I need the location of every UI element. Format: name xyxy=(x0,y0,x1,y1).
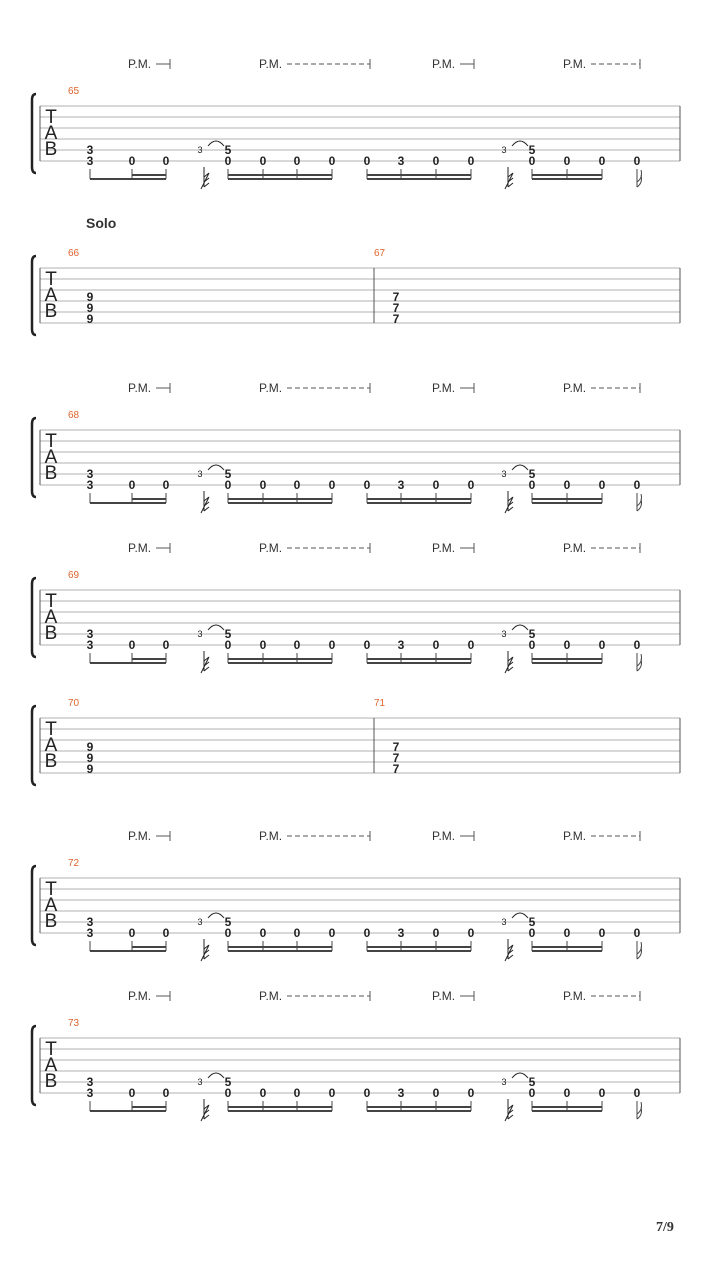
note-flag xyxy=(637,1102,642,1119)
tab-clef-letter: A xyxy=(44,1055,58,1076)
tab-clef-letter: B xyxy=(44,1071,58,1092)
grace-flag xyxy=(505,497,513,513)
tab-clef-letter: T xyxy=(45,269,57,290)
palm-mute-label: P.M. xyxy=(432,57,456,71)
tab-clef-letter: A xyxy=(44,895,58,916)
tab-clef-letter: B xyxy=(44,623,58,644)
fret-number: 5 xyxy=(528,1075,536,1089)
palm-mute-label: P.M. xyxy=(259,381,283,395)
fret-number: 0 xyxy=(363,638,371,652)
grace-flag xyxy=(505,173,513,189)
fret-number: 3 xyxy=(86,467,94,481)
tie-arc xyxy=(512,913,528,918)
grace-flag xyxy=(201,497,209,513)
fret-number: 3 xyxy=(397,1086,405,1100)
fret-number: 0 xyxy=(259,638,267,652)
tie-arc xyxy=(512,465,528,470)
fret-number: 0 xyxy=(363,1086,371,1100)
system-bracket xyxy=(32,1026,36,1105)
fret-number: 0 xyxy=(633,926,641,940)
fret-number: 0 xyxy=(598,638,606,652)
fret-number: 0 xyxy=(259,1086,267,1100)
grace-fret-number: 3 xyxy=(501,469,507,479)
palm-mute-label: P.M. xyxy=(432,829,456,843)
fret-number: 0 xyxy=(224,154,232,168)
fret-number: 0 xyxy=(598,478,606,492)
tab-clef-letter: A xyxy=(44,123,58,144)
fret-number: 0 xyxy=(328,154,336,168)
system-bracket xyxy=(32,94,36,173)
fret-number: 3 xyxy=(86,1086,94,1100)
tab-clef-letter: T xyxy=(45,431,57,452)
fret-number: 0 xyxy=(598,926,606,940)
page-number: 7/9 xyxy=(656,1220,674,1235)
fret-number: 0 xyxy=(528,638,536,652)
fret-number: 3 xyxy=(86,478,94,492)
tab-clef-letter: B xyxy=(44,751,58,772)
palm-mute-label: P.M. xyxy=(563,381,587,395)
fret-number: 3 xyxy=(397,154,405,168)
note-flag xyxy=(637,942,642,959)
fret-number: 0 xyxy=(224,926,232,940)
measure-number: 71 xyxy=(374,698,386,709)
grace-flag xyxy=(505,1105,513,1121)
fret-number: 5 xyxy=(224,915,232,929)
fret-number: 0 xyxy=(432,154,440,168)
grace-fret-number: 3 xyxy=(501,1077,507,1087)
fret-number: 0 xyxy=(162,926,170,940)
tie-arc xyxy=(208,465,224,470)
palm-mute-label: P.M. xyxy=(563,829,587,843)
fret-number: 0 xyxy=(259,154,267,168)
fret-number: 7 xyxy=(392,740,400,754)
measure-number: 65 xyxy=(68,86,80,97)
fret-number: 0 xyxy=(528,926,536,940)
fret-number: 0 xyxy=(598,154,606,168)
fret-number: 0 xyxy=(467,926,475,940)
fret-number: 0 xyxy=(128,1086,136,1100)
fret-number: 0 xyxy=(432,926,440,940)
tab-clef-letter: T xyxy=(45,1039,57,1060)
fret-number: 7 xyxy=(392,751,400,765)
palm-mute-label: P.M. xyxy=(563,57,587,71)
fret-number: 0 xyxy=(363,478,371,492)
fret-number: 0 xyxy=(293,1086,301,1100)
fret-number: 0 xyxy=(328,1086,336,1100)
tie-arc xyxy=(512,1073,528,1078)
fret-number: 9 xyxy=(86,762,94,776)
fret-number: 0 xyxy=(293,638,301,652)
fret-number: 0 xyxy=(633,154,641,168)
tab-clef-letter: B xyxy=(44,301,58,322)
palm-mute-label: P.M. xyxy=(128,989,152,1003)
fret-number: 0 xyxy=(259,478,267,492)
fret-number: 0 xyxy=(467,478,475,492)
fret-number: 7 xyxy=(392,301,400,315)
fret-number: 0 xyxy=(467,1086,475,1100)
tab-clef-letter: T xyxy=(45,879,57,900)
tie-arc xyxy=(512,625,528,630)
fret-number: 0 xyxy=(528,1086,536,1100)
fret-number: 0 xyxy=(128,154,136,168)
fret-number: 0 xyxy=(467,638,475,652)
fret-number: 0 xyxy=(224,1086,232,1100)
tab-clef-letter: T xyxy=(45,719,57,740)
tab-clef-letter: T xyxy=(45,107,57,128)
grace-fret-number: 3 xyxy=(501,145,507,155)
tie-arc xyxy=(208,913,224,918)
fret-number: 0 xyxy=(633,1086,641,1100)
note-flag xyxy=(637,170,642,187)
fret-number: 0 xyxy=(259,926,267,940)
fret-number: 3 xyxy=(86,1075,94,1089)
palm-mute-label: P.M. xyxy=(128,57,152,71)
fret-number: 3 xyxy=(397,638,405,652)
fret-number: 0 xyxy=(162,478,170,492)
fret-number: 0 xyxy=(563,638,571,652)
fret-number: 3 xyxy=(86,638,94,652)
fret-number: 0 xyxy=(328,926,336,940)
fret-number: 7 xyxy=(392,290,400,304)
grace-fret-number: 3 xyxy=(501,629,507,639)
note-flag xyxy=(637,654,642,671)
note-flag xyxy=(637,494,642,511)
measure-number: 68 xyxy=(68,410,80,421)
fret-number: 0 xyxy=(432,1086,440,1100)
palm-mute-label: P.M. xyxy=(563,541,587,555)
grace-fret-number: 3 xyxy=(197,1077,203,1087)
fret-number: 3 xyxy=(86,915,94,929)
system-bracket xyxy=(32,418,36,497)
fret-number: 3 xyxy=(397,478,405,492)
fret-number: 0 xyxy=(563,926,571,940)
fret-number: 0 xyxy=(633,478,641,492)
fret-number: 0 xyxy=(363,926,371,940)
system-bracket xyxy=(32,578,36,657)
fret-number: 0 xyxy=(563,478,571,492)
fret-number: 0 xyxy=(328,478,336,492)
palm-mute-label: P.M. xyxy=(563,989,587,1003)
measure-number: 72 xyxy=(68,858,80,869)
system-bracket xyxy=(32,866,36,945)
fret-number: 7 xyxy=(392,762,400,776)
tie-arc xyxy=(208,1073,224,1078)
fret-number: 9 xyxy=(86,312,94,326)
fret-number: 7 xyxy=(392,312,400,326)
fret-number: 0 xyxy=(432,478,440,492)
fret-number: 0 xyxy=(293,478,301,492)
fret-number: 3 xyxy=(86,143,94,157)
fret-number: 0 xyxy=(633,638,641,652)
fret-number: 5 xyxy=(224,467,232,481)
tab-clef-letter: B xyxy=(44,139,58,160)
grace-flag xyxy=(201,173,209,189)
fret-number: 0 xyxy=(528,154,536,168)
grace-fret-number: 3 xyxy=(197,917,203,927)
fret-number: 0 xyxy=(224,478,232,492)
fret-number: 9 xyxy=(86,301,94,315)
grace-flag xyxy=(201,945,209,961)
fret-number: 5 xyxy=(528,467,536,481)
palm-mute-label: P.M. xyxy=(432,381,456,395)
tab-clef-letter: B xyxy=(44,911,58,932)
palm-mute-label: P.M. xyxy=(128,541,152,555)
fret-number: 0 xyxy=(363,154,371,168)
section-label: Solo xyxy=(86,215,117,231)
tie-arc xyxy=(512,141,528,146)
fret-number: 0 xyxy=(528,478,536,492)
fret-number: 0 xyxy=(162,154,170,168)
grace-fret-number: 3 xyxy=(197,629,203,639)
fret-number: 0 xyxy=(128,926,136,940)
grace-flag xyxy=(505,945,513,961)
measure-number: 69 xyxy=(68,570,80,581)
tab-clef-letter: A xyxy=(44,285,58,306)
palm-mute-label: P.M. xyxy=(259,989,283,1003)
tie-arc xyxy=(208,141,224,146)
measure-number: 67 xyxy=(374,248,386,259)
tab-clef-letter: B xyxy=(44,463,58,484)
fret-number: 5 xyxy=(528,627,536,641)
palm-mute-label: P.M. xyxy=(432,989,456,1003)
fret-number: 5 xyxy=(224,627,232,641)
fret-number: 0 xyxy=(563,154,571,168)
fret-number: 5 xyxy=(224,1075,232,1089)
fret-number: 5 xyxy=(528,915,536,929)
fret-number: 5 xyxy=(224,143,232,157)
fret-number: 9 xyxy=(86,751,94,765)
palm-mute-label: P.M. xyxy=(259,829,283,843)
fret-number: 0 xyxy=(432,638,440,652)
fret-number: 3 xyxy=(86,627,94,641)
grace-fret-number: 3 xyxy=(197,469,203,479)
palm-mute-label: P.M. xyxy=(128,381,152,395)
system-bracket xyxy=(32,706,36,785)
fret-number: 9 xyxy=(86,740,94,754)
grace-fret-number: 3 xyxy=(197,145,203,155)
tab-clef-letter: T xyxy=(45,591,57,612)
fret-number: 0 xyxy=(224,638,232,652)
fret-number: 0 xyxy=(467,154,475,168)
measure-number: 66 xyxy=(68,248,80,259)
fret-number: 0 xyxy=(128,638,136,652)
grace-flag xyxy=(505,657,513,673)
palm-mute-label: P.M. xyxy=(259,57,283,71)
measure-number: 70 xyxy=(68,698,80,709)
fret-number: 0 xyxy=(162,1086,170,1100)
palm-mute-label: P.M. xyxy=(128,829,152,843)
fret-number: 0 xyxy=(328,638,336,652)
grace-flag xyxy=(201,1105,209,1121)
fret-number: 0 xyxy=(162,638,170,652)
tie-arc xyxy=(208,625,224,630)
measure-number: 73 xyxy=(68,1018,80,1029)
grace-fret-number: 3 xyxy=(501,917,507,927)
tab-clef-letter: A xyxy=(44,607,58,628)
palm-mute-label: P.M. xyxy=(432,541,456,555)
fret-number: 3 xyxy=(86,926,94,940)
fret-number: 5 xyxy=(528,143,536,157)
fret-number: 3 xyxy=(397,926,405,940)
grace-flag xyxy=(201,657,209,673)
fret-number: 9 xyxy=(86,290,94,304)
tab-clef-letter: A xyxy=(44,447,58,468)
palm-mute-label: P.M. xyxy=(259,541,283,555)
fret-number: 3 xyxy=(86,154,94,168)
fret-number: 0 xyxy=(293,926,301,940)
fret-number: 0 xyxy=(563,1086,571,1100)
fret-number: 0 xyxy=(128,478,136,492)
fret-number: 0 xyxy=(293,154,301,168)
fret-number: 0 xyxy=(598,1086,606,1100)
system-bracket xyxy=(32,256,36,335)
tab-clef-letter: A xyxy=(44,735,58,756)
